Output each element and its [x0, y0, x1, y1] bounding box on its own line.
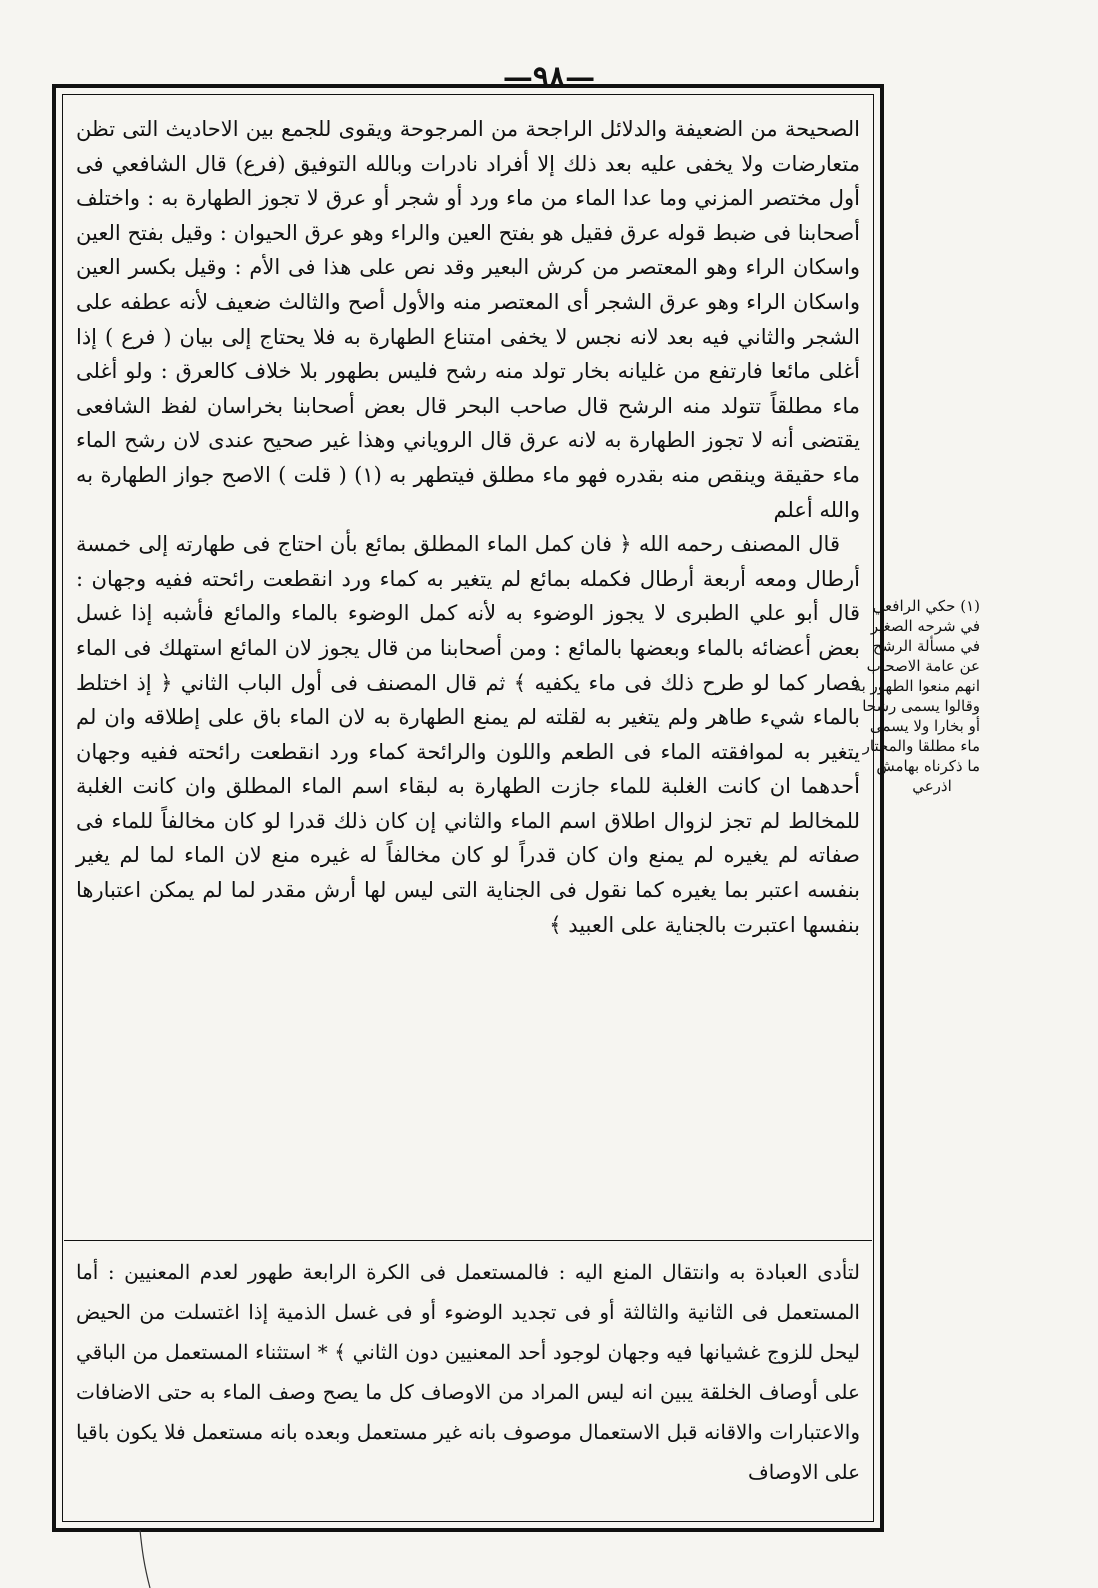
pen-stroke-mark [132, 1530, 162, 1588]
main-paragraph-1: الصحيحة من الضعيفة والدلائل الراجحة من المرجوحة ويقوى للجمع بين الاحاديث التى تظن متعارضات ولا يخفى عليه بعد ذلك إلا أفراد نادرات وبالله التوفيق (فرع) قال الشافعي فى أول مختصر المزني وما عدا الماء من ماء ورد أو شجر أو عرق لا تجوز الطهارة به : واختلف أصحابنا فى ضبط قوله عرق فقيل هو بفتح العين والراء وهو عرق الحيوان : وقيل بفتح العين واسكان الراء وهو المعتصر من كرش البعير وقد نص على هذا فى الأم : وقيل بكسر العين واسكان الراء وهو عرق الشجر أى المعتصر منه والأول أصح والثالث ضعيف لأنه عطفه على الشجر والثاني فيه بعد لانه نجس لا يخفى امتناع الطهارة به فلا يحتاج إلى بيان ( فرع ) إذا أغلى مائعا فارتفع من غليانه بخار تولد منه رشح فليس بطهور بلا خلاف كالعرق : ولو أغلى ماء مطلقاً تتولد منه الرشح قال صاحب البحر قال بعض أصحابنا بخراسان لفظ الشافعى يقتضى أنه لا تجوز الطهارة به لانه عرق قال الروياني وهذا غير صحيح عندى لان رشح الماء ماء حقيقة وينقص منه بقدره فهو ماء مطلق فيتطهر به (١) ( قلت ) الاصح جواز الطهارة به والله أعلم [76, 117, 860, 522]
margin-note-line: ماء مطلقا والمختار [862, 737, 980, 755]
margin-note-line: انهم منعوا الطهور به [853, 677, 980, 695]
commentary-body [76, 1252, 860, 1492]
margin-note-line: (١) حكي الرافعي [872, 597, 980, 615]
margin-note-line: اذرعي [912, 777, 952, 795]
commentary-paragraph-1: لتأدى العبادة به وانتقال المنع اليه : فالمستعمل فى الكرة الرابعة طهور لعدم المعنيين : أما المستعمل فى الثانية والثالثة أو فى تجديد الوضوء أو فى غسل الذمية إذا اغتسلت من الحيض ليحل للزوج غشيانها فيه وجهان لوجود أحد المعنيين دون الثاني ﴾ * استثناء المستعمل من الباقي على أوصاف الخلقة يبين انه ليس المراد من الاوصاف كل ما يصح وصف الماء به حتى الاضافات والاعتبارات والاقانه قبل الاستعمال موصوف بانه غير مستعمل وبعده بانه مستعمل فلا يكون باقيا على الاوصاف [76, 1260, 860, 1484]
margin-note-line: أو بخارا ولا يسمى [869, 717, 980, 735]
section-divider [64, 1240, 872, 1241]
main-paragraph-2: قال المصنف رحمه الله ﴿ فان كمل الماء المطلق بمائع بأن احتاج فى طهارته إلى خمسة أرطال ومعه أربعة أرطال فكمله بمائع لم يتغير به كماء ورد انقطعت رائحته ففيه وجهان : قال أبو علي الطبرى لا يجوز الوضوء به لأنه كمل الوضوء بالماء والمائع فأشبه إذا غسل بعض أعضائه بالماء وبعضها بالمائع : ومن أصحابنا من قال يجوز لان المائع استهلك فى الماء فصار كما لو طرح ذلك فى ماء يكفيه ﴾ ثم قال المصنف فى أول الباب الثاني ﴿ إذ اختلط بالماء شيء طاهر ولم يتغير به لقلته لم يمنع الطهارة به لان الماء باق على إطلاقه وان لم يتغير به لموافقته الماء فى الطعم واللون والرائحة كماء ورد انقطعت رائحته ففيه وجهان أحدهما ان كانت الغلبة للماء جازت الطهارة به لبقاء اسم الماء المطلق وان كانت الغلبة للمخالط لم تجز لزوال اطلاق اسم الماء والثاني إن كان ذلك قدرا لو كان مخالفاً للماء فى صفاته لم يغيره لم يمنع وان كان قدراً لو كان مخالفاً له غيره منع لان الماء لما لم يغير بنفسه اعتبر بما يغيره كما نقول فى الجناية التى ليس لها أرش مقدر لما لم يمكن اعتبارها بنفسها اعتبرت بالجناية على العبيد ﴾ [76, 532, 860, 937]
main-text-body [76, 112, 860, 942]
margin-note-line: في مسألة الرشح [872, 637, 980, 655]
margin-note-line: عن عامة الاصحاب [866, 657, 980, 675]
margin-note-line: ما ذكرناه بهامش [876, 757, 980, 775]
page-number: —٩٨— [502, 60, 596, 95]
margin-note-line: وقالوا يسمى رشحا [862, 697, 980, 715]
margin-note-line: في شرحه الصغير [870, 617, 980, 635]
margin-note [853, 596, 980, 796]
